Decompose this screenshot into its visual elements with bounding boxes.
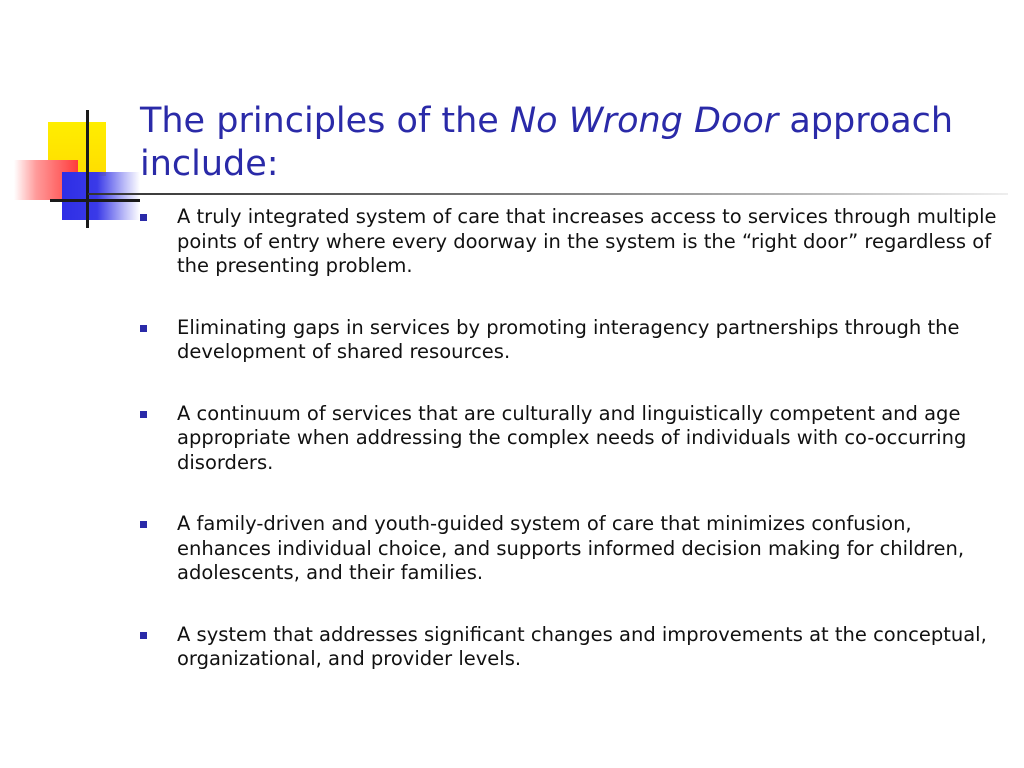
bullet-text: Eliminating gaps in services by promoting interagency partnerships through the development of shared resources. (177, 315, 960, 363)
bullet-item (140, 623, 1000, 672)
bullet-text: A system that addresses significant changes and improvements at the conceptual, organizational, and provider levels. (177, 622, 987, 670)
title-text-after: approach include: (140, 101, 954, 184)
bullet-item (140, 316, 1000, 365)
square-bullet-icon (140, 521, 147, 528)
bullet-text: A continuum of services that are culturally and linguistically competent and age appropriate when addressing the complex needs of individuals with co-occurring disorders. (177, 401, 967, 474)
title-text-before: The principles of the (140, 101, 510, 141)
logo-horizontal-line (50, 199, 140, 202)
square-bullet-icon (140, 214, 147, 221)
title-emphasis: No Wrong Door (509, 101, 779, 141)
bullet-item (140, 205, 1000, 279)
blue-block (62, 172, 140, 220)
title-divider (88, 193, 1008, 195)
bullet-text: A truly integrated system of care that increases access to services through multiple points of entry where every doorway in the system is the “right door” regardless of the presenting problem. (177, 205, 997, 277)
bullet-item (140, 402, 1000, 476)
logo-vertical-line (86, 110, 89, 228)
square-bullet-icon (140, 632, 147, 639)
square-bullet-icon (140, 411, 147, 418)
slide-title (140, 100, 1000, 186)
bullet-list (140, 205, 1000, 709)
bullet-item (140, 512, 1000, 586)
square-bullet-icon (140, 325, 147, 332)
bullet-text: A family-driven and youth-guided system of care that minimizes confusion, enhances individual choice, and supports informed decision making for children, adolescents, and their families. (177, 512, 965, 584)
